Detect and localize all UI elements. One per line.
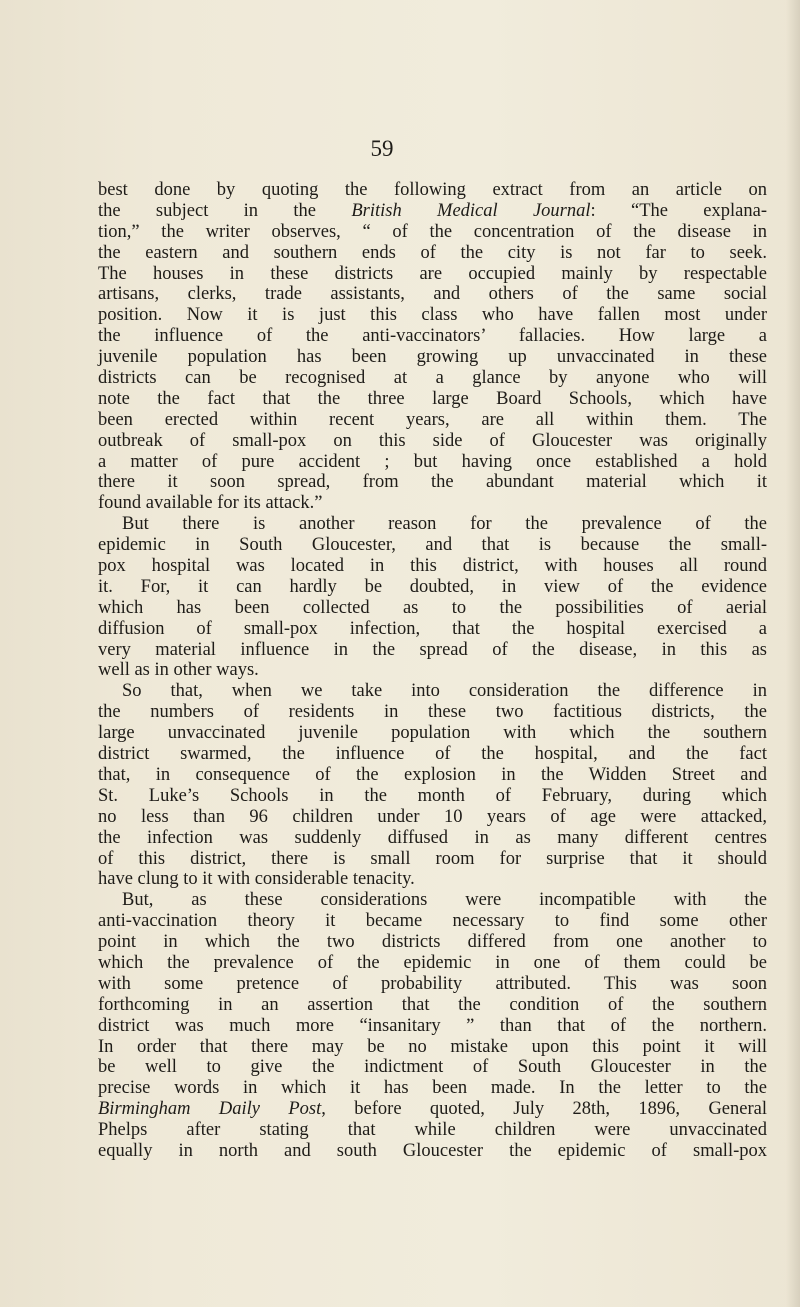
page-edge-shadow: [786, 0, 800, 1307]
text-run: juvenile population has been growing up unvaccinated in these: [98, 347, 767, 368]
text-line: [98, 828, 767, 849]
text-line: [98, 556, 767, 577]
italic-title: British Medical Journal: [351, 200, 591, 221]
text-line: [98, 1037, 767, 1058]
text-line: [98, 368, 767, 389]
text-run: it. For, it can hardly be doubted, in view of the evidence: [98, 576, 767, 597]
text-run: been erected within recent years, are all within them. The: [98, 409, 767, 430]
italic-title: Birmingham Daily Post: [98, 1099, 322, 1120]
text-line: [98, 284, 767, 305]
text-run: So that, when we take into consideration the difference in: [122, 681, 767, 702]
text-line: [98, 765, 767, 786]
text-run: best done by quoting the following extract from an article on: [98, 180, 767, 200]
text-run: which the prevalence of the epidemic in one of them could be: [98, 952, 767, 973]
text-run: a matter of pure accident ; but having once established a hold: [98, 451, 767, 472]
text-line: [98, 702, 767, 723]
text-line: [98, 640, 767, 661]
text-line: [98, 452, 767, 473]
text-line: [98, 911, 767, 932]
text-run: the infection was suddenly diffused in as many different centres: [98, 827, 767, 848]
text-line: [98, 535, 767, 556]
text-line: [98, 953, 767, 974]
text-run: pox hospital was located in this district, with houses all round: [98, 556, 767, 577]
text-line: [98, 932, 767, 953]
text-line: [98, 995, 767, 1016]
text-run: which has been collected as to the possibilities of aerial: [98, 597, 767, 618]
text-line: [98, 849, 767, 870]
text-run: district was much more “insanitary ” than that of the northern.: [98, 1015, 767, 1036]
text-line: [98, 807, 767, 828]
text-line: [98, 577, 767, 598]
text-run: But there is another reason for the prevalence of the: [122, 514, 767, 535]
text-line: [98, 619, 767, 640]
text-line: [98, 305, 767, 326]
text-line: [98, 660, 767, 681]
text-run: the influence of the anti-vaccinators’ fallacies. How large a: [98, 326, 767, 347]
text-run: precise words in which it has been made. In the letter to the: [98, 1078, 767, 1099]
text-line: [98, 1141, 767, 1162]
text-line: [98, 786, 767, 807]
text-line: [98, 1120, 767, 1141]
text-run: have clung to it with considerable tenacity.: [98, 869, 415, 890]
text-run: there it soon spread, from the abundant material which it: [98, 472, 767, 493]
text-run: In order that there may be no mistake upon this point it will: [98, 1036, 767, 1057]
text-run: forthcoming in an assertion that the condition of the southern: [98, 994, 767, 1015]
text-line: [98, 431, 767, 452]
text-line: [98, 744, 767, 765]
text-line: [98, 389, 767, 410]
text-line: [98, 1099, 767, 1120]
text-line: [98, 472, 767, 493]
text-run: with some pretence of probability attributed. This was soon: [98, 973, 767, 994]
text-run: equally in north and south Gloucester the epidemic of small-pox: [98, 1140, 767, 1161]
text-run: well as in other ways.: [98, 660, 259, 681]
text-line: [98, 1016, 767, 1037]
text-line: [98, 326, 767, 347]
text-line: [98, 410, 767, 431]
text-run: diffusion of small-pox infection, that the hospital exercised a: [98, 618, 767, 639]
text-run: The houses in these districts are occupied mainly by respectable: [98, 263, 767, 284]
text-run: But, as these considerations were incompatible with the: [122, 890, 767, 911]
text-line: [98, 869, 767, 890]
text-run: very material influence in the spread of the disease, in this as: [98, 639, 767, 660]
text-line: [98, 890, 767, 911]
text-line: [98, 514, 767, 535]
text-line: [98, 681, 767, 702]
text-run: district swarmed, the influence of the hospital, and the fact: [98, 744, 767, 765]
text-line: [98, 243, 767, 264]
text-run: the numbers of residents in these two factitious districts, the: [98, 702, 767, 723]
text-line: [98, 598, 767, 619]
text-run: tion,” the writer observes, “ of the concentration of the disease in: [98, 221, 767, 242]
text-run: St. Luke’s Schools in the month of February, during which: [98, 785, 767, 806]
page-number: 59: [370, 136, 394, 161]
text-run: be well to give the indictment of South Gloucester in the: [98, 1057, 767, 1078]
text-line: [98, 723, 767, 744]
text-run: note the fact that the three large Board Schools, which have: [98, 388, 767, 409]
text-line: [98, 1078, 767, 1099]
text-run: outbreak of small-pox on this side of Gloucester was originally: [98, 430, 767, 451]
text-line: [98, 974, 767, 995]
text-run: of this district, there is small room for surprise that it should: [98, 848, 767, 869]
text-run: the eastern and southern ends of the city is not far to seek.: [98, 242, 767, 263]
text-run: districts can be recognised at a glance by anyone who will: [98, 368, 767, 389]
text-run: found available for its attack.”: [98, 493, 323, 514]
text-run: point in which the two districts differed from one another to: [98, 932, 767, 953]
text-run: , before quoted, July 28th, 1896, General: [321, 1099, 767, 1120]
text-run: that, in consequence of the explosion in the Widden Street and: [98, 764, 767, 785]
text-line: [98, 493, 767, 514]
text-line: [98, 201, 767, 222]
text-line: [98, 222, 767, 243]
text-run: large unvaccinated juvenile population with which the southern: [98, 723, 767, 744]
text-run: : “The explana-: [590, 200, 767, 221]
text-run: no less than 96 children under 10 years of age were attacked,: [98, 806, 767, 827]
text-line: [98, 347, 767, 368]
text-run: Phelps after stating that while children were unvaccinated: [98, 1120, 767, 1141]
text-run: position. Now it is just this class who have fallen most under: [98, 305, 767, 326]
text-line: [98, 264, 767, 285]
text-run: artisans, clerks, trade assistants, and others of the same social: [98, 284, 767, 305]
text-run: anti-vaccination theory it became necessary to find some other: [98, 911, 767, 932]
text-run: epidemic in South Gloucester, and that is because the small-: [98, 535, 767, 556]
text-run: the subject in the: [98, 200, 352, 221]
text-line: [98, 1057, 767, 1078]
body-text: [98, 180, 767, 1162]
text-line: [98, 180, 767, 201]
